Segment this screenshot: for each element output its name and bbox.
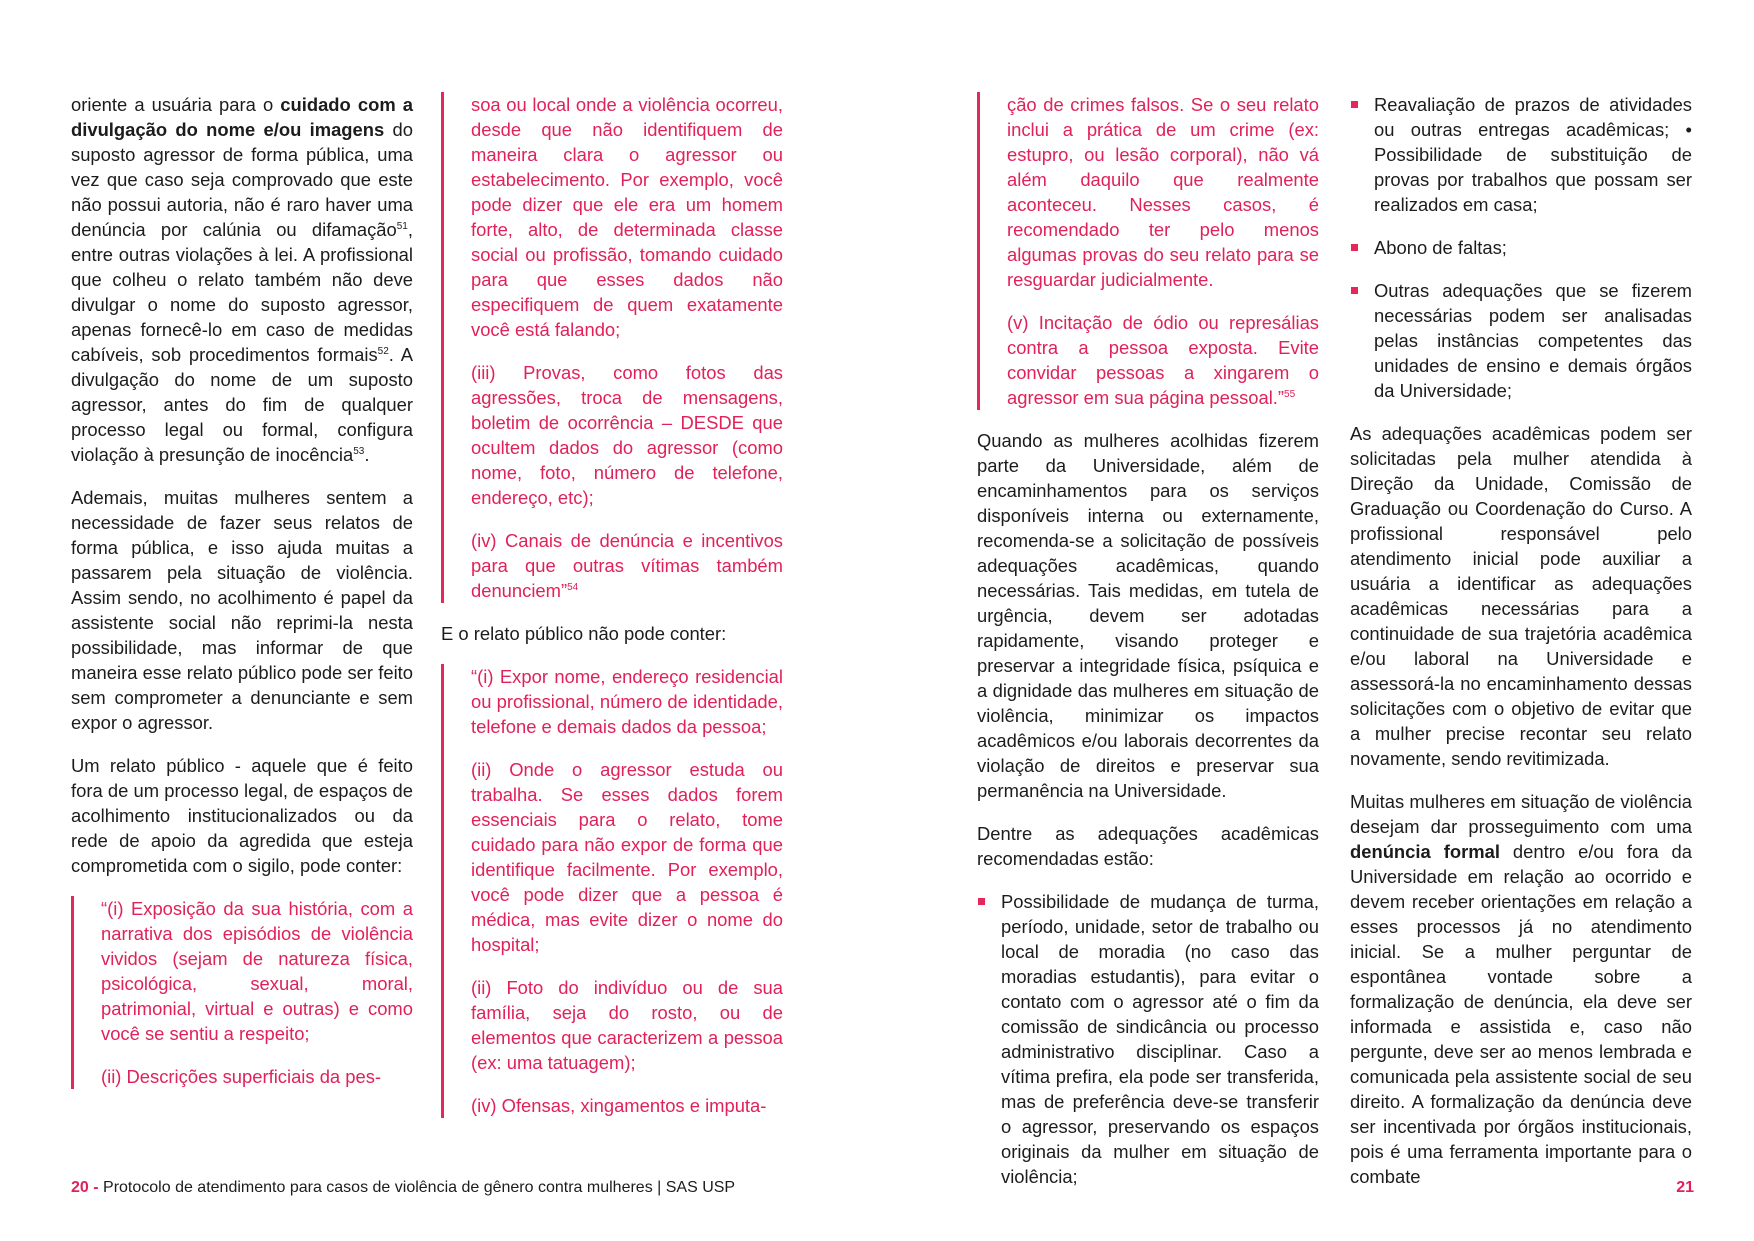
right-page-column-1 — [977, 92, 1319, 1207]
footnote-ref-54[interactable]: 54 — [567, 581, 579, 593]
page-number-left: 20 - — [71, 1179, 99, 1196]
quote-item: “(i) Expor nome, endereço residencial ou profissional, número de identidade, telefone e demais dados da pessoa; — [471, 666, 783, 737]
quote-cannot-contain — [441, 664, 783, 1118]
paragraph-public-report-definition: Um relato público - aquele que é feito fora de um processo legal, de espaços de acolhimento institucionalizados ou da rede de apoio da agredida que esteja comprometida com o sigilo, pode conter: — [71, 755, 413, 876]
quote-item: (ii) Foto do indivíduo ou de sua família, seja do rosto, ou de elementos que caracterizem a pessoa (ex: uma tatuagem); — [471, 977, 783, 1073]
footnote-ref-52[interactable]: 52 — [377, 345, 389, 357]
quote-item: soa ou local onde a violência ocorreu, desde que não identifiquem de maneira clara o agressor ou estabelecimento. Por exemplo, você pode dizer que ele era um homem forte, alto, de determinada classe social ou profissão, tomando cuidado para que esses dados não especifiquem de quem exatamente você está falando; — [471, 94, 783, 340]
paragraph-cannot-contain: E o relato público não pode conter: — [441, 623, 727, 644]
page-number-right: 21 — [1676, 1179, 1694, 1196]
right-page-column-2 — [1350, 92, 1692, 1189]
footnote-ref-51[interactable]: 51 — [396, 220, 408, 232]
paragraph-public-disclosure: oriente a usuária para o cuidado com a divulgação do nome e/ou imagens do suposto agressor de forma pública, uma vez que caso seja comprovado que este não possui autoria, não é raro haver uma denúncia por calúnia ou difamação$^{51}$, entre outras violações à lei. A profissional que colheu o relato também não deve divulgar o nome do suposto agressor, apenas fornecê-lo em caso de medidas cabíveis, sob procedimentos formais$^{52}$. A divulgação do nome de um suposto agressor, antes do fim de qualquer processo legal ou formal, configura violação à presunção de inocência$^{53}$. — [71, 94, 413, 465]
emphasis-care-disclosure: cuidado com a divulgação do nome e/ou imagens — [71, 94, 413, 140]
footer-title: Protocolo de atendimento para casos de violência de gênero contra mulheres | SAS USP — [98, 1179, 736, 1196]
list-item: Abono de faltas; — [1350, 235, 1692, 260]
paragraph-public-reports: Ademais, muitas mulheres sentem a necessidade de fazer seus relatos de forma pública, e isso ajuda muitas a passarem pela situação de violência. Assim sendo, no acolhimento é papel da assistente social não reprimi-la nesta possibilidade, mas informar de que maneira esse relato público pode ser feito sem comprometer a denunciante e sem expor o agressor. — [71, 487, 413, 733]
quote-item: (v) Incitação de ódio ou represálias contra a pessoa exposta. Evite convidar pessoas a xingarem o agressor em sua página pessoal.”$^{55}$ — [1007, 312, 1319, 408]
quote-item: (ii) Onde o agressor estuda ou trabalha. Se esses dados forem essenciais para o relato, tome cuidado para não expor de forma que identifique facilmente. Por exemplo, você pode dizer que a pessoa é médica, mas evite dizer o nome do hospital; — [471, 759, 783, 955]
left-page-column-1 — [71, 92, 413, 1089]
paragraph-recommended-adjustments: Dentre as adequações acadêmicas recomendadas estão: — [977, 823, 1319, 869]
paragraph-formal-complaint: Muitas mulheres em situação de violência desejam dar prosseguimento com uma denúncia formal dentro e/ou fora da Universidade em relação ao ocorrido e devem receber orientações em relação a esses processos já no atendimento inicial. Se a mulher perguntar de espontânea vontade sobre a formalização de denúncia, ela deve ser informada e assistida e, caso não pergunte, deve ser ao menos lembrada e comunicada pela assistente social de seu direito. A formalização da denúncia deve ser incentivada por órgãos institucionais, pois é uma ferramenta importante para o combate — [1350, 791, 1692, 1187]
list-item: Outras adequações que se fizerem necessárias podem ser analisadas pelas instâncias competentes das unidades de ensino e demais órgãos da Universidade; — [1350, 278, 1692, 403]
left-page-column-2 — [441, 92, 783, 1118]
footnote-ref-53[interactable]: 53 — [353, 445, 365, 457]
footer-right — [1676, 1178, 1694, 1198]
quote-cannot-contain-continued — [977, 92, 1319, 410]
quote-may-contain-continued — [441, 92, 783, 603]
quote-item: (ii) Descrições superficiais da pes- — [101, 1066, 382, 1087]
emphasis-formal-complaint: denúncia formal — [1350, 841, 1500, 862]
quote-item: “(i) Exposição da sua história, com a narrativa dos episódios de violência vividos (sejam de natureza física, psicológica, sexual, moral, patrimonial, virtual e outras) e como você se sentiu a respeito; — [101, 898, 413, 1044]
quote-item: (iv) Ofensas, xingamentos e imputa- — [471, 1095, 767, 1116]
quote-item: (iii) Provas, como fotos das agressões, troca de mensagens, boletim de ocorrência – DESDE que ocultem dados do agressor (como nome, foto, número de telefone, endereço, etc); — [471, 362, 783, 508]
footer-left — [71, 1178, 735, 1198]
footnote-ref-55[interactable]: 55 — [1284, 388, 1296, 400]
quote-item: ção de crimes falsos. Se o seu relato inclui a prática de um crime (ex: estupro, ou lesão corporal), não vá além daquilo que realmente aconteceu. Nesses casos, é recomendado ter pelo menos algumas provas do seu relato para se resguardar judicialmente. — [1007, 94, 1319, 290]
paragraph-request-adjustments: As adequações acadêmicas podem ser solicitadas pela mulher atendida à Direção da Unidade, Comissão de Graduação ou Coordenação do Curso. A profissional responsável pelo atendimento inicial pode auxiliar a usuária a identificar as adequações acadêmicas necessárias para a continuidade de sua trajetória acadêmica e/ou laboral na Universidade e assessorá-la no encaminhamento dessas solicitações com o objetivo de evitar que a mulher precise recontar seu relato novamente, sendo revitimizada. — [1350, 423, 1692, 769]
quote-may-contain — [71, 896, 413, 1089]
list-item: Possibilidade de mudança de turma, período, unidade, setor de trabalho ou local de moradia (no caso das moradias estudantis), para evitar o contato com o agressor até o fim da comissão de sindicância ou processo administrativo disciplinar. Caso a vítima prefira, ela pode ser transferida, mas de preferência deve-se transferir o agressor, preservando os espaços originais da mulher em situação de violência; — [977, 889, 1319, 1189]
adjustments-list — [977, 889, 1319, 1189]
list-item: Reavaliação de prazos de atividades ou outras entregas acadêmicas; • Possibilidade de substituição de provas por trabalhos que possam ser realizados em casa; — [1350, 92, 1692, 217]
quote-item: (iv) Canais de denúncia e incentivos para que outras vítimas também denunciem”$^{54}$ — [471, 530, 783, 601]
adjustments-list-continued — [1350, 92, 1692, 403]
paragraph-university-women: Quando as mulheres acolhidas fizerem parte da Universidade, além de encaminhamentos para os serviços disponíveis interna ou externamente, recomenda-se a solicitação de possíveis adequações acadêmicas, quando necessárias. Tais medidas, em tutela de urgência, devem ser adotadas rapidamente, visando proteger e preservar a integridade física, psíquica e a dignidade das mulheres em situação de violência, minimizar os impactos acadêmicos e/ou laborais decorrentes da violação de direitos e preservar sua permanência na Universidade. — [977, 430, 1319, 801]
